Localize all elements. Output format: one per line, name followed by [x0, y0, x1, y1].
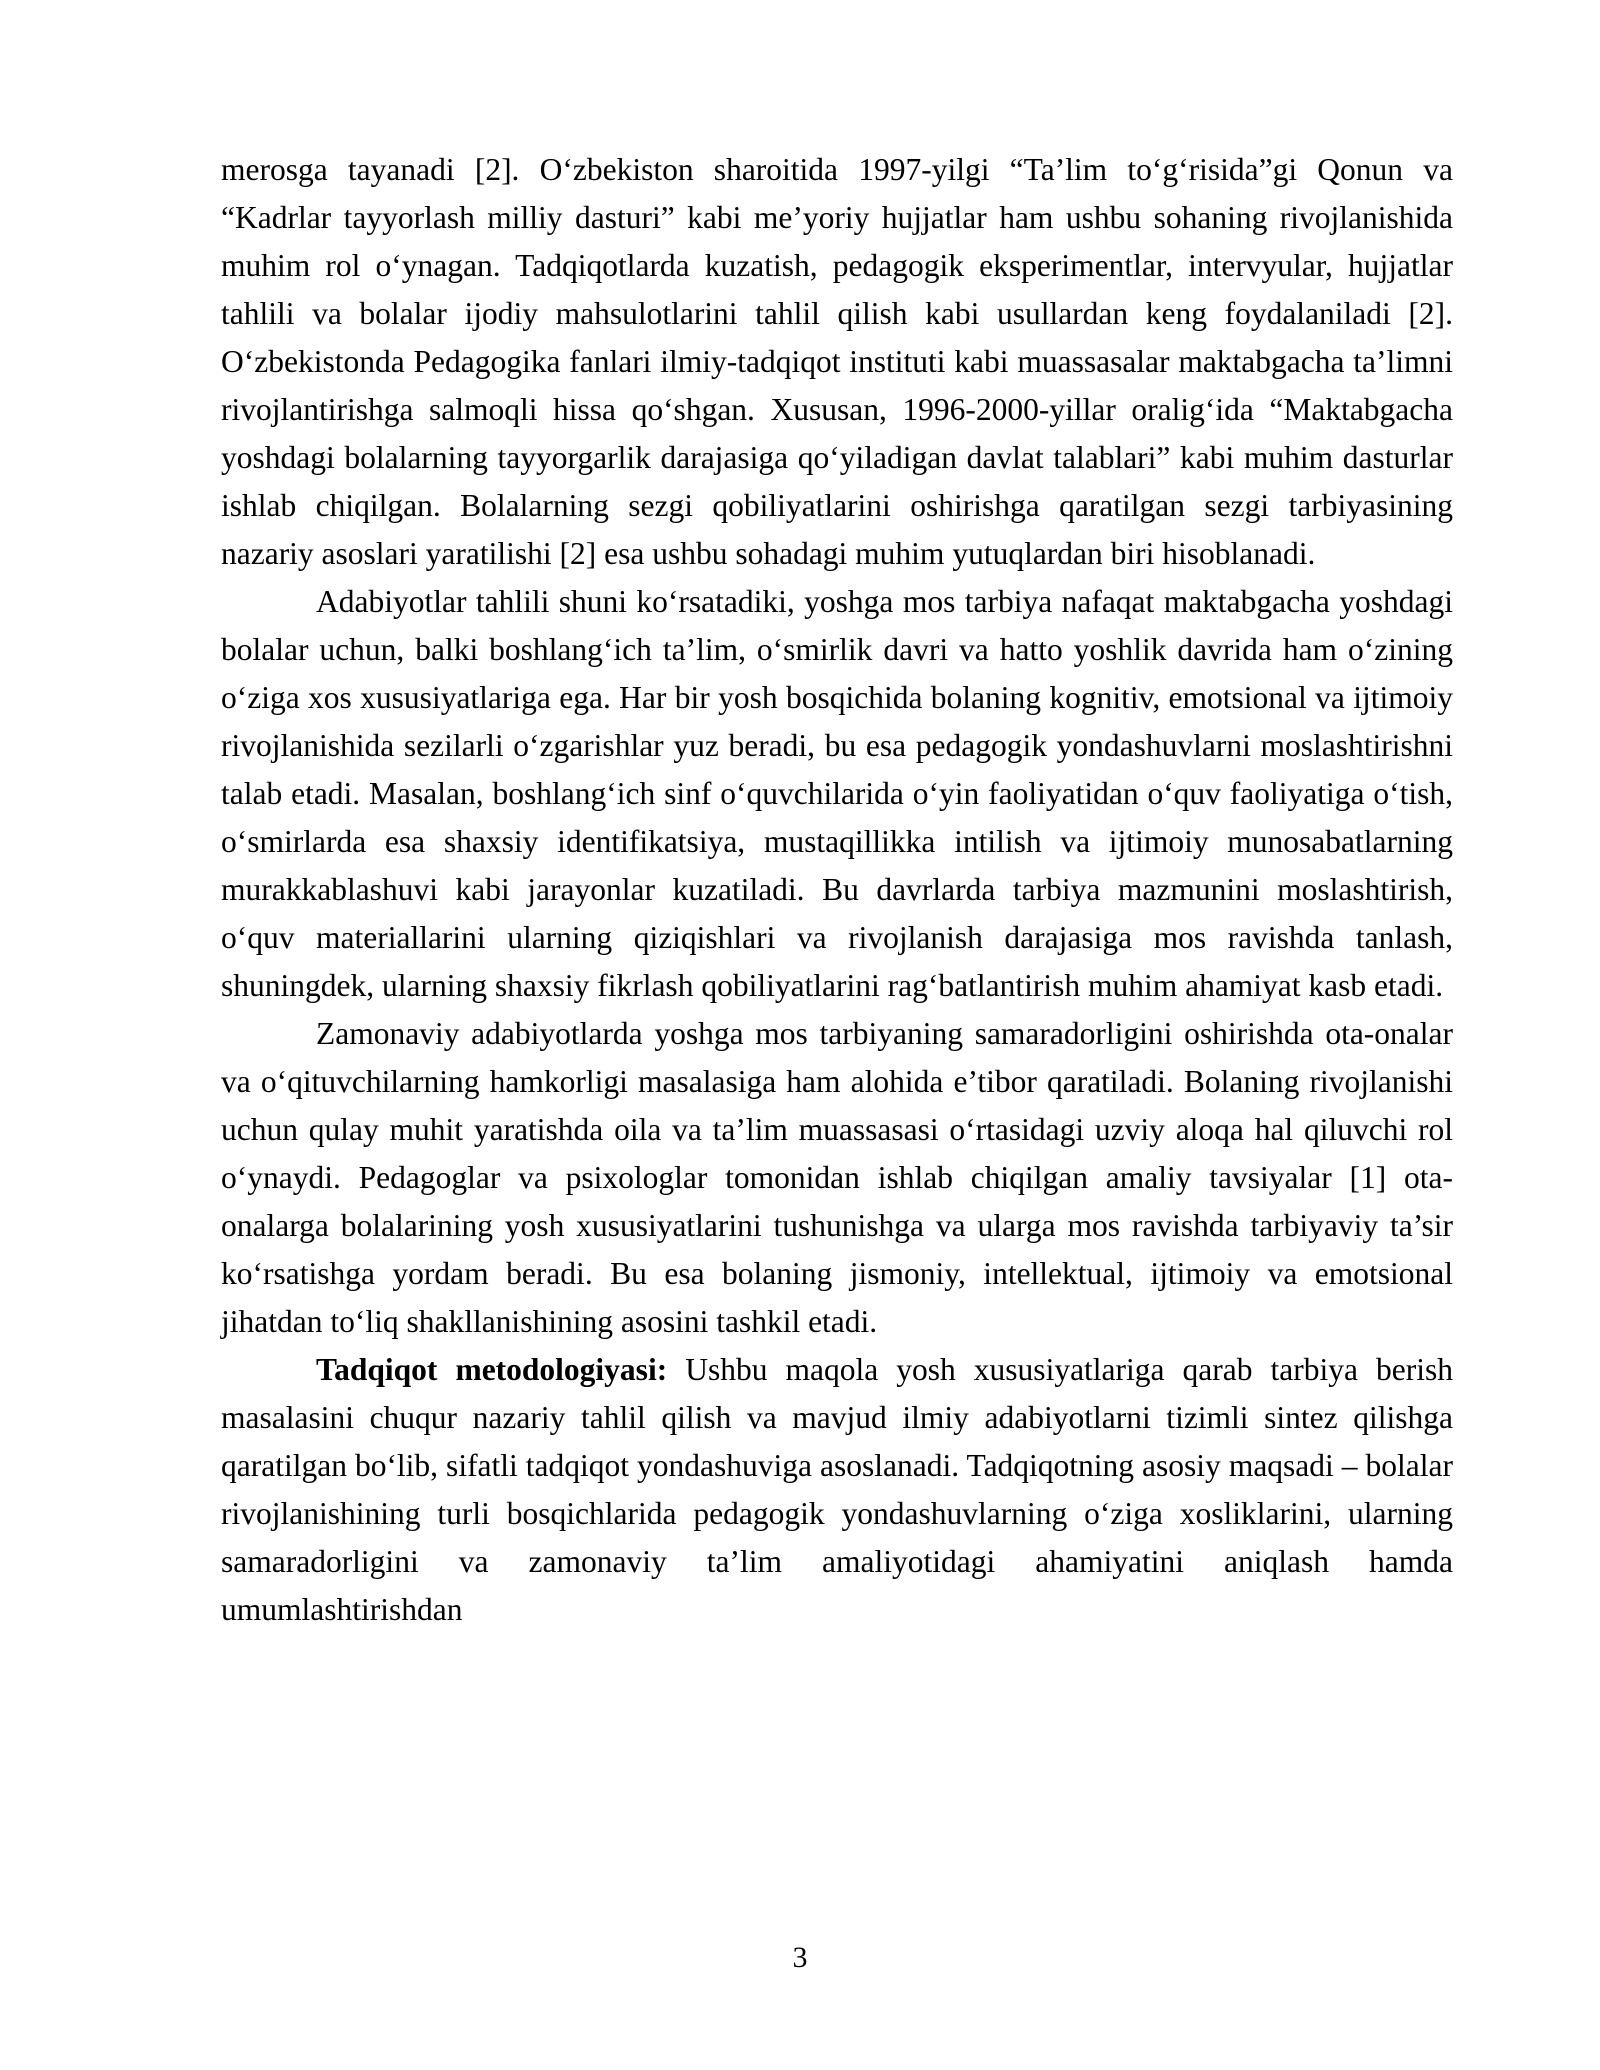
paragraph-modern-literature: Zamonaviy adabiyotlarda yoshga mos tarbiyaning samaradorligini oshirishda ota-onalar va o‘qituvchilarning hamkorligi masalasiga ham alohida e’tibor qaratiladi. Bolaning rivojlanishi uchun qulay muhit yaratishda oila va ta’lim muassasasi o‘rtasidagi uzviy aloqa hal qiluvchi rol o‘ynaydi. Pedagoglar va psixologlar tomonidan ishlab chiqilgan amaliy tavsiyalar [1] ota-onalarga bolalarining yosh xususiyatlarini tushunishga va ularga mos ravishda tarbiyaviy ta’sir ko‘rsatishga yordam beradi. Bu esa bolaning jismoniy, intellektual, ijtimoiy va emotsional jihatdan to‘liq shakllanishining asosini tashkil etadi. — [221, 1016, 1453, 1339]
paragraph-methodology — [221, 1346, 1453, 1634]
methodology-text: Ushbu maqola yosh xususiyatlariga qarab tarbiya berish masalasini chuqur nazariy tahlil qilish va mavjud ilmiy adabiyotlarni tizimli sintez qilishga qaratilgan bo‘lib, sifatli tadqiqot yondashuviga asoslanadi. Tadqiqotning asosiy maqsadi – bolalar rivojlanishining turli bosqichlarida pedagogik yondashuvlarning o‘ziga xosliklarini, ularning samaradorligini va zamonaviy ta’lim amaliyotidagi ahamiyatini aniqlash hamda umumlashtirishdan — [221, 1352, 1453, 1627]
body-text — [221, 146, 1453, 1634]
page-number: 3 — [792, 1941, 808, 1974]
paragraph-continuation: merosga tayanadi [2]. O‘zbekiston sharoitida 1997-yilgi “Ta’lim to‘g‘risida”gi Qonun va “Kadrlar tayyorlash milliy dasturi” kabi me’yoriy hujjatlar ham ushbu sohaning rivojlanishida muhim rol o‘ynagan. Tadqiqotlarda kuzatish, pedagogik eksperimentlar, intervyular, hujjatlar tahlili va bolalar ijodiy mahsulotlarini tahlil qilish kabi usullardan keng foydalaniladi [2]. O‘zbekistonda Pedagogika fanlari ilmiy-tadqiqot instituti kabi muassasalar maktabgacha ta’limni rivojlantirishga salmoqli hissa qo‘shgan. Xususan, 1996-2000-yillar oralig‘ida “Maktabgacha yoshdagi bolalarning tayyorgarlik darajasiga qo‘yiladigan davlat talablari” kabi muhim dasturlar ishlab chiqilgan. Bolalarning sezgi qobiliyatlarini oshirishga qaratilgan sezgi tarbiyasining nazariy asoslari yaratilishi [2] esa ushbu sohadagi muhim yutuqlardan biri hisoblanadi. — [221, 152, 1453, 571]
methodology-heading: Tadqiqot metodologiyasi: — [316, 1352, 668, 1387]
paragraph-literature-analysis: Adabiyotlar tahlili shuni ko‘rsatadiki, yoshga mos tarbiya nafaqat maktabgacha yoshdagi bolalar uchun, balki boshlang‘ich ta’lim, o‘smirlik davri va hatto yoshlik davrida ham o‘zining o‘ziga xos xususiyatlariga ega. Har bir yosh bosqichida bolaning kognitiv, emotsional va ijtimoiy rivojlanishida sezilarli o‘zgarishlar yuz beradi, bu esa pedagogik yondashuvlarni moslashtirishni talab etadi. Masalan, boshlang‘ich sinf o‘quvchilarida o‘yin faoliyatidan o‘quv faoliyatiga o‘tish, o‘smirlarda esa shaxsiy identifikatsiya, mustaqillikka intilish va ijtimoiy munosabatlarning murakkablashuvi kabi jarayonlar kuzatiladi. Bu davrlarda tarbiya mazmunini moslashtirish, o‘quv materiallarini ularning qiziqishlari va rivojlanish darajasiga mos ravishda tanlash, shuningdek, ularning shaxsiy fikrlash qobiliyatlarini rag‘batlantirish muhim ahamiyat kasb etadi. — [221, 584, 1453, 1003]
